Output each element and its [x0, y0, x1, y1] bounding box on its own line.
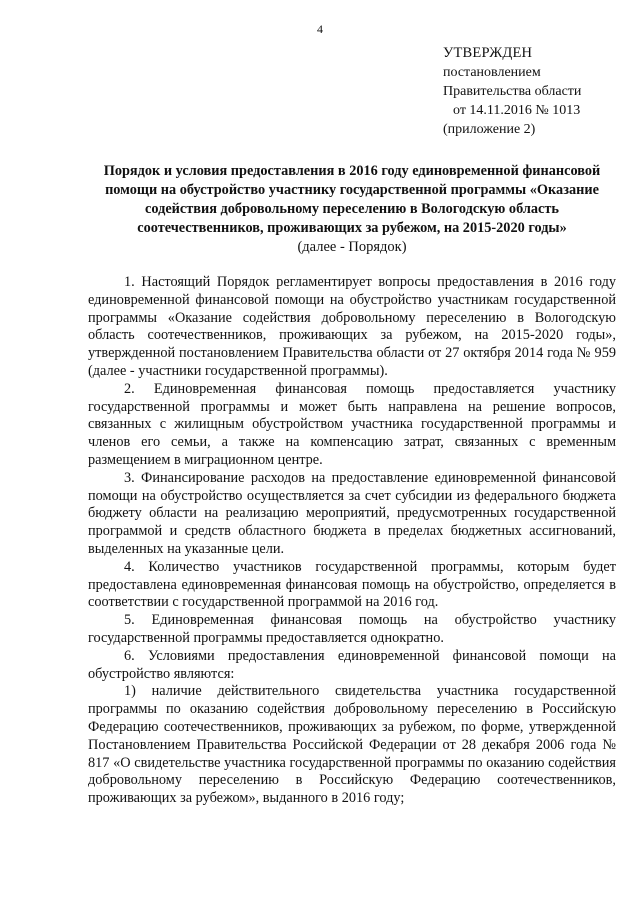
page-number: 4	[317, 22, 323, 36]
approval-line-appendix: (приложение 2)	[443, 122, 536, 137]
approval-stamp	[443, 44, 581, 139]
paragraph-6: 6. Условиями предоставления единовременной финансовой помощи на обустройство являются:	[88, 647, 616, 682]
approval-heading: УТВЕРЖДЕН	[443, 45, 533, 61]
approval-line-government: Правительства области	[443, 84, 582, 99]
paragraph-2: 2. Единовременная финансовая помощь предоставляется участнику государственной программы и может быть направлена на решение вопросов, связанных с жилищным обустройством участника государственной программы и членов его семьи, а также на компенсацию затрат, связанных с временным размещением в миграционном центре.	[88, 380, 616, 468]
paragraph-1: 1. Настоящий Порядок регламентирует вопросы предоставления в 2016 году единовременной финансовой помощи на обустройство участникам государственной программы «Оказание содействия добровольному переселению в Вологодскую область соотечественников, проживающих за рубежом, на 2015-2020 годы», утвержденной постановлением Правительства области от 27 октября 2014 года № 959 (далее - участники государственной программы).	[88, 274, 616, 379]
document-subtitle: (далее - Порядок)	[297, 239, 407, 255]
paragraph-3: 3. Финансирование расходов на предоставление единовременной финансовой помощи на обустройство осуществляется за счет субсидии из федерального бюджета бюджету области на реализацию мероприятий, предусмотренных государственной программой и средств областного бюджета в пределах бюджетных ассигнований, выделенных на указанные цели.	[88, 469, 616, 557]
paragraph-4: 4. Количество участников государственной программы, которым будет предоставлена единовременная финансовая помощь на обустройство, определяется в соответствии с государственной программой на 2016 год.	[88, 558, 616, 611]
document-title: Порядок и условия предоставления в 2016 году единовременной финансовой помощи на обустройство участнику государственной программы «Оказание содействия добровольному переселению в Вологодскую область соотечественников, проживающих за рубежом, на 2015-2020 годы»	[103, 163, 601, 236]
approval-line-resolution: постановлением	[443, 65, 541, 80]
paragraph-6-item-1: 1) наличие действительного свидетельства участника государственной программы по оказанию содействия добровольному переселению в Российскую Федерацию соотечественников, проживающих за рубежом, по форме, утвержденной Постановлением Правительства Российской Федерации от 28 декабря 2006 года № 817 «О свидетельстве участника государственной программы по оказанию содействия добровольному переселению в Российскую Федерацию соотечественников, проживающих за рубежом», выданного в 2016 году;	[88, 683, 616, 807]
document-body	[88, 274, 616, 808]
paragraph-5: 5. Единовременная финансовая помощь на обустройство участнику государственной программы предоставляется однократно.	[88, 612, 616, 646]
approval-line-date: от 14.11.2016 № 1013	[453, 103, 581, 118]
